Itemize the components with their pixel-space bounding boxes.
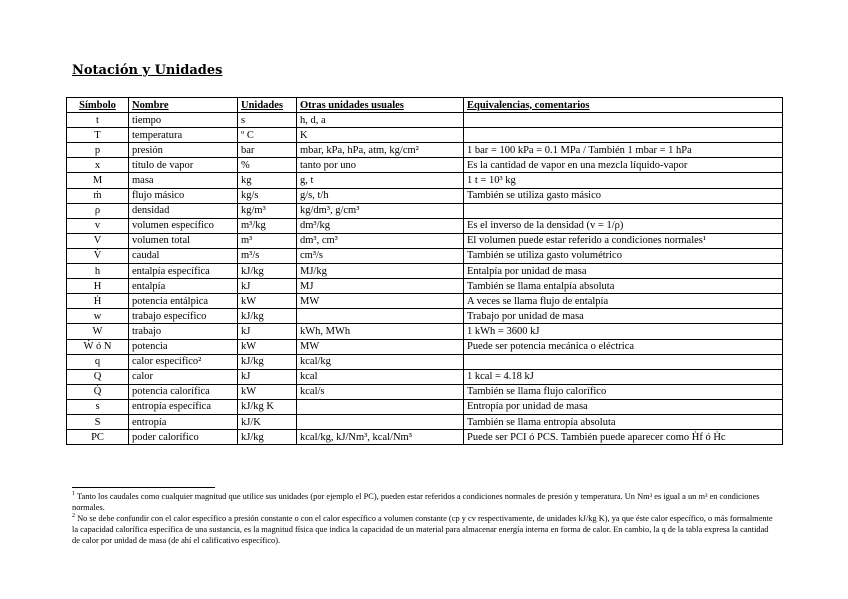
header-comments: Equivalencias, comentarios xyxy=(464,98,783,113)
cell-units: kJ/kg xyxy=(238,430,297,445)
cell-symbol: Ḣ xyxy=(67,294,129,309)
cell-comments: También se utiliza gasto volumétrico xyxy=(464,248,783,263)
table-body xyxy=(67,113,783,445)
cell-units: m³ xyxy=(238,233,297,248)
cell-comments: 1 kcal = 4.18 kJ xyxy=(464,369,783,384)
cell-other-units xyxy=(297,309,464,324)
cell-name: entropía xyxy=(129,414,238,429)
cell-units: kJ/kg K xyxy=(238,399,297,414)
cell-symbol: Q xyxy=(67,369,129,384)
table-row xyxy=(67,294,783,309)
cell-name: temperatura xyxy=(129,128,238,143)
table-row xyxy=(67,414,783,429)
table-row xyxy=(67,369,783,384)
cell-other-units: mbar, kPa, hPa, atm, kg/cm² xyxy=(297,143,464,158)
cell-other-units xyxy=(297,414,464,429)
table-row xyxy=(67,248,783,263)
table-row xyxy=(67,158,783,173)
table-row xyxy=(67,113,783,128)
cell-other-units xyxy=(297,399,464,414)
cell-comments: También se llama flujo calorífico xyxy=(464,384,783,399)
header-name: Nombre xyxy=(129,98,238,113)
cell-units: kJ xyxy=(238,279,297,294)
cell-symbol: S xyxy=(67,414,129,429)
cell-units: kW xyxy=(238,339,297,354)
cell-units: kg/m³ xyxy=(238,203,297,218)
table-row xyxy=(67,279,783,294)
cell-other-units: kWh, MWh xyxy=(297,324,464,339)
cell-name: volumen específico xyxy=(129,218,238,233)
cell-symbol: Q̇ xyxy=(67,384,129,399)
cell-name: entropía específica xyxy=(129,399,238,414)
footnote-2: $^2$ No se debe confundir con el calor específico a presión constante o con el calor específico a volumen constante (cp y cv respectivamente, de unidades kJ/kg K), ya que éste calor específico, o más formalmente la capacidad calorífica específica de una sustancia, es la magnitud física que indica la capacidad de un material para almacenar energía interna en forma de calor. En cambio, la q de la tabla expresa la cantidad de calor por unidad de masa (de ahí el calificativo específico). xyxy=(72,513,773,545)
cell-other-units: MW xyxy=(297,339,464,354)
cell-other-units: K xyxy=(297,128,464,143)
table-row xyxy=(67,324,783,339)
cell-other-units: dm³, cm³ xyxy=(297,233,464,248)
cell-symbol: V̇ xyxy=(67,248,129,263)
cell-name: trabajo xyxy=(129,324,238,339)
footnote-1: $^1$ Tanto los caudales como cualquier magnitud que utilice sus unidades (por ejemplo el PC), pueden estar referidos a condiciones normales de presión y temperatura. Un Nm³ es igual a un m³ en condiciones normales. xyxy=(72,491,760,512)
cell-comments: Entalpía por unidad de masa xyxy=(464,264,783,279)
table-row xyxy=(67,264,783,279)
table-row xyxy=(67,354,783,369)
cell-other-units: dm³/kg xyxy=(297,218,464,233)
cell-symbol: s xyxy=(67,399,129,414)
cell-comments: También se utiliza gasto másico xyxy=(464,188,783,203)
cell-other-units: g/s, t/h xyxy=(297,188,464,203)
cell-name: potencia calorífica xyxy=(129,384,238,399)
cell-units: º C xyxy=(238,128,297,143)
cell-name: potencia xyxy=(129,339,238,354)
cell-units: kg xyxy=(238,173,297,188)
table-header-row xyxy=(67,98,783,113)
cell-comments: Es el inverso de la densidad (v = 1/ρ) xyxy=(464,218,783,233)
cell-comments xyxy=(464,354,783,369)
cell-name: tiempo xyxy=(129,113,238,128)
table-row xyxy=(67,309,783,324)
cell-symbol: PC xyxy=(67,430,129,445)
cell-units: kW xyxy=(238,294,297,309)
cell-comments: Puede ser potencia mecánica o eléctrica xyxy=(464,339,783,354)
cell-symbol: Ẇ ó N xyxy=(67,339,129,354)
header-other-units: Otras unidades usuales xyxy=(297,98,464,113)
table-row xyxy=(67,430,783,445)
notation-table xyxy=(66,97,783,445)
cell-symbol: ρ xyxy=(67,203,129,218)
page-title: Notación y Unidades xyxy=(72,63,223,78)
cell-units: m³/kg xyxy=(238,218,297,233)
cell-comments xyxy=(464,128,783,143)
cell-comments: 1 bar = 100 kPa = 0.1 MPa / También 1 mbar = 1 hPa xyxy=(464,143,783,158)
cell-name: masa xyxy=(129,173,238,188)
cell-units: kg/s xyxy=(238,188,297,203)
cell-other-units: kcal/kg xyxy=(297,354,464,369)
cell-units: kJ xyxy=(238,369,297,384)
table-row xyxy=(67,203,783,218)
cell-other-units: kcal xyxy=(297,369,464,384)
table-row xyxy=(67,188,783,203)
table-row xyxy=(67,399,783,414)
cell-name: trabajo específico xyxy=(129,309,238,324)
cell-symbol: M xyxy=(67,173,129,188)
cell-units: kJ/kg xyxy=(238,354,297,369)
cell-comments: También se llama entalpía absoluta xyxy=(464,279,783,294)
cell-symbol: q xyxy=(67,354,129,369)
cell-symbol: p xyxy=(67,143,129,158)
footnotes xyxy=(72,491,778,546)
table-row xyxy=(67,339,783,354)
cell-name: potencia entálpica xyxy=(129,294,238,309)
cell-units: kJ/kg xyxy=(238,264,297,279)
cell-other-units: MJ xyxy=(297,279,464,294)
cell-units: s xyxy=(238,113,297,128)
cell-symbol: h xyxy=(67,264,129,279)
cell-comments: También se llama entropía absoluta xyxy=(464,414,783,429)
cell-other-units: h, d, a xyxy=(297,113,464,128)
cell-symbol: v xyxy=(67,218,129,233)
table-row xyxy=(67,128,783,143)
cell-symbol: V xyxy=(67,233,129,248)
table-row xyxy=(67,384,783,399)
cell-other-units: MJ/kg xyxy=(297,264,464,279)
cell-comments xyxy=(464,203,783,218)
cell-name: presión xyxy=(129,143,238,158)
header-symbol: Símbolo xyxy=(67,98,129,113)
cell-symbol: ṁ xyxy=(67,188,129,203)
cell-other-units: kg/dm³, g/cm³ xyxy=(297,203,464,218)
cell-comments: Trabajo por unidad de masa xyxy=(464,309,783,324)
cell-other-units: MW xyxy=(297,294,464,309)
header-units: Unidades xyxy=(238,98,297,113)
cell-comments: Puede ser PCI ó PCS. También puede aparecer como Ḣf ó Ḣc xyxy=(464,430,783,445)
table-row xyxy=(67,218,783,233)
cell-comments xyxy=(464,113,783,128)
cell-other-units: kcal/kg, kJ/Nm³, kcal/Nm³ xyxy=(297,430,464,445)
cell-symbol: w xyxy=(67,309,129,324)
cell-comments: Entropía por unidad de masa xyxy=(464,399,783,414)
cell-name: calor específico² xyxy=(129,354,238,369)
cell-name: caudal xyxy=(129,248,238,263)
cell-comments: El volumen puede estar referido a condiciones normales¹ xyxy=(464,233,783,248)
cell-units: m³/s xyxy=(238,248,297,263)
cell-units: kJ xyxy=(238,324,297,339)
table-row xyxy=(67,233,783,248)
cell-other-units: cm³/s xyxy=(297,248,464,263)
cell-symbol: W xyxy=(67,324,129,339)
cell-other-units: tanto por uno xyxy=(297,158,464,173)
cell-comments: Es la cantidad de vapor en una mezcla líquido-vapor xyxy=(464,158,783,173)
cell-name: calor xyxy=(129,369,238,384)
cell-symbol: t xyxy=(67,113,129,128)
table-row xyxy=(67,143,783,158)
table-row xyxy=(67,173,783,188)
cell-other-units: kcal/s xyxy=(297,384,464,399)
footnote-divider xyxy=(72,487,215,488)
cell-units: kJ/K xyxy=(238,414,297,429)
cell-other-units: g, t xyxy=(297,173,464,188)
cell-name: flujo másico xyxy=(129,188,238,203)
cell-name: entalpía específica xyxy=(129,264,238,279)
cell-units: kW xyxy=(238,384,297,399)
cell-name: título de vapor xyxy=(129,158,238,173)
cell-comments: A veces se llama flujo de entalpía xyxy=(464,294,783,309)
cell-comments: 1 kWh = 3600 kJ xyxy=(464,324,783,339)
cell-name: entalpía xyxy=(129,279,238,294)
cell-symbol: H xyxy=(67,279,129,294)
cell-symbol: x xyxy=(67,158,129,173)
cell-name: densidad xyxy=(129,203,238,218)
cell-units: % xyxy=(238,158,297,173)
cell-units: bar xyxy=(238,143,297,158)
cell-symbol: T xyxy=(67,128,129,143)
cell-name: volumen total xyxy=(129,233,238,248)
cell-name: poder calorífico xyxy=(129,430,238,445)
cell-comments: 1 t = 10³ kg xyxy=(464,173,783,188)
cell-units: kJ/kg xyxy=(238,309,297,324)
